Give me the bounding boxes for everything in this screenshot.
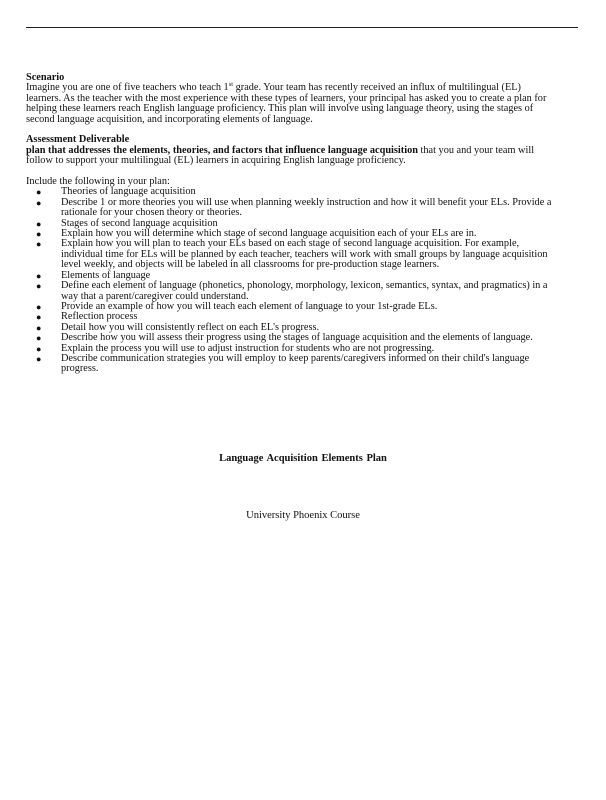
bullet-icon: ●	[36, 218, 42, 229]
deliverable-text	[26, 146, 556, 167]
list-item-text: Explain how you will plan to teach your ELs based on each stage of second language acquisition. For example, individual time for ELs will be planned by each teacher, teachers will work with small groups by language acquisition level weekly, and objects will be labeled in all classrooms for pre-production stage learners.	[61, 238, 548, 271]
list-item-text: Explain the process you will use to adjust instruction for students who are not progressing.	[61, 342, 435, 354]
list-item	[26, 354, 556, 375]
bullet-icon: ●	[36, 333, 42, 344]
bullet-icon: ●	[36, 197, 42, 208]
scenario-heading: Scenario	[26, 72, 65, 83]
list-item-text: Provide an example of how you will teach each element of language to your 1st-grade ELs.	[61, 300, 438, 312]
bullet-icon: ●	[36, 187, 42, 198]
assignment-instructions	[26, 73, 556, 375]
list-item	[26, 198, 556, 219]
list-item-text: Detail how you will consistently reflect on each EL's progress.	[61, 321, 320, 333]
list-item-text: Theories of language acquisition	[61, 186, 196, 198]
deliverable-normal-text: that you and your team will follow to support your multilingual (EL) learners in acquiring English language proficiency.	[26, 144, 535, 167]
deliverable-heading: Assessment Deliverable	[26, 134, 130, 146]
bullet-icon: ●	[36, 229, 42, 240]
plan-intro: Include the following in your plan:	[26, 176, 170, 188]
list-item-text: Explain how you will determine which stage of second language acquisition each of your ELs are in.	[61, 228, 477, 240]
course-name: University Phoenix Course	[246, 510, 360, 521]
list-item-text: Describe communication strategies you will employ to keep parents/caregivers informed on their child's language progress.	[61, 352, 530, 375]
bullet-icon: ●	[36, 322, 42, 333]
deliverable-bold-text: plan that addresses the elements, theories, and factors that influence language acquisition	[26, 144, 418, 156]
list-item-text: Stages of second language acquisition	[61, 217, 218, 229]
list-item-text: Define each element of language (phonetics, phonology, morphology, lexicon, semantics, syntax, and pragmatics) in a way that a parent/caregiver could understand.	[61, 280, 548, 302]
bullet-icon: ●	[36, 281, 42, 292]
top-horizontal-rule	[26, 27, 578, 28]
bullet-icon: ●	[36, 353, 42, 364]
list-item-text: Describe 1 or more theories you will use when planning weekly instruction and how it will benefit your ELs. Provide a rationale for your chosen theory or theories.	[61, 196, 552, 219]
bullet-icon: ●	[36, 343, 42, 354]
scenario-text-start: Imagine you are one of five teachers who teach 1	[26, 82, 229, 94]
list-item-text: Elements of language	[61, 269, 151, 281]
list-item	[26, 239, 556, 270]
bullet-icon: ●	[36, 312, 42, 323]
ordinal-superscript: st	[228, 81, 234, 89]
list-item	[26, 281, 556, 302]
scenario-text	[26, 83, 556, 125]
list-item-text: Reflection process	[61, 311, 138, 323]
scenario-text-rest: grade. Your team has recently received an influx of multilingual (EL) learners. As the teacher with the most experience with these types of learners, your principal has asked you to create a plan for helping these learners reach English language proficiency. This plan will involve using language theory, using the stages of second language acquisition, and incorporating elements of language.	[26, 82, 547, 125]
list-item-text: Describe how you will assess their progress using the stages of language acquisition and the elements of language.	[61, 332, 533, 344]
document-title: Language Acquisition Elements Plan	[219, 453, 387, 464]
bullet-icon: ●	[36, 301, 42, 312]
plan-bullet-list	[26, 187, 556, 374]
bullet-icon: ●	[36, 270, 42, 281]
bullet-icon: ●	[36, 239, 42, 250]
